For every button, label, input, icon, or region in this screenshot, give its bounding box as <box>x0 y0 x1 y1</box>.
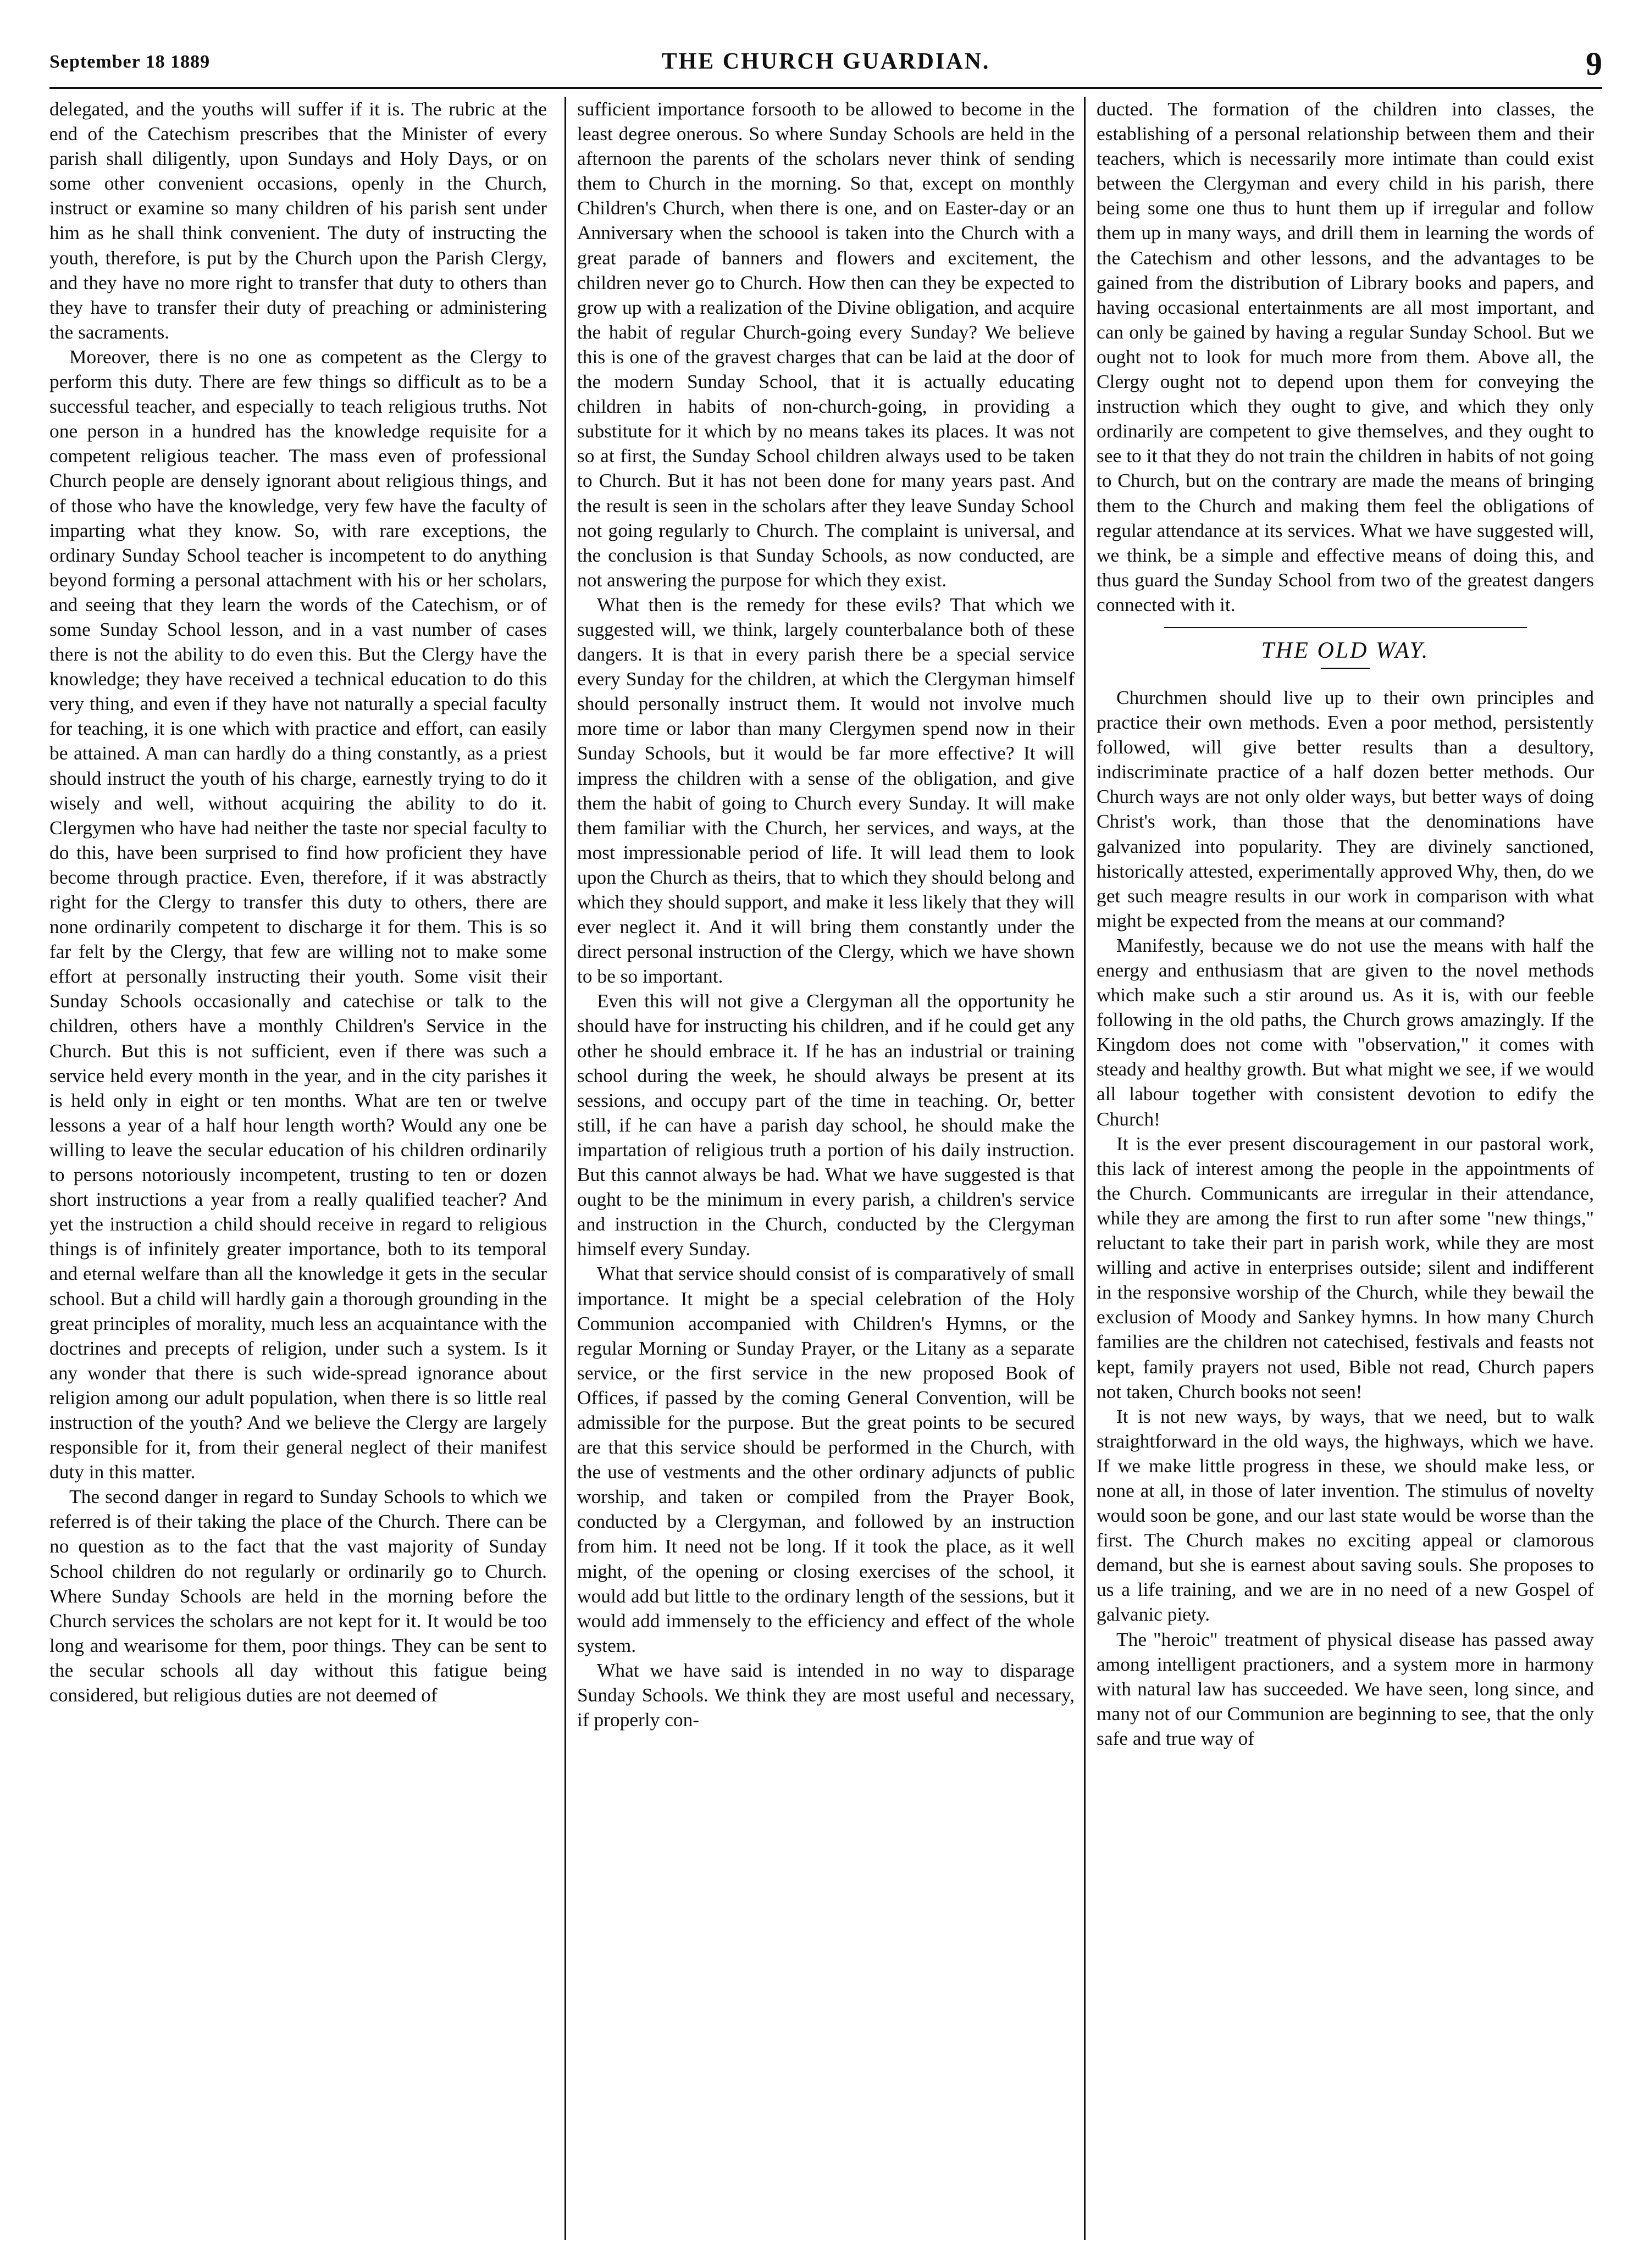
paragraph: What we have said is intended in no way to disparage Sunday Schools. We think they are most useful and necessary, if properly con- <box>577 1659 1075 1731</box>
paragraph: What that service should consist of is comparatively of small importance. It might be a special celebration of the Holy Communion accompanied with Children's Hymns, or the regular Morning or Sunday Prayer, or the Litany as a separate service, or the first service in the new proposed Book of Offices, if passed by the coming General Convention, will be admissible for the purpose. But the great points to be secured are that this service should be performed in the Church, with the use of vestments and the other ordinary adjuncts of public worship, and taken or compiled from the Prayer Book, conducted by a Clergyman, and followed by an instruction from him. It need not be long. If it took the place, as it well might, of the opening or closing exercises of the school, it would add but little to the ordinary length of the sessions, but it would add immensely to the efficiency and effect of the whole system. <box>577 1262 1075 1656</box>
column-divider <box>564 97 566 2240</box>
paragraph: The "heroic" treatment of physical disease has passed away among intelligent practioners, and a system more in harmony with natural law has succeeded. We have seen, long since, and many not of our Communion are beginning to see, that the only safe and true way of <box>1097 1628 1594 1749</box>
paragraph: It is not new ways, by ways, that we need, but to walk straightforward in the old ways, the highways, which we have. If we make little progress in these, we should make less, or none at all, in those of later invention. The stimulus of novelty would soon be gone, and our last state would be worse than the first. The Church makes no exciting appeal or clamorous demand, but she is earnest about saving souls. She proposes to us a life training, and we are in no need of a new Gospel of galvanic piety. <box>1097 1405 1594 1626</box>
paragraph: Moreover, there is no one as competent as the Clergy to perform this duty. There are few things so difficult as to be a successful teacher, and especially to teach religious truths. Not one person in a hundred has the knowledge requisite for a competent religious teacher. The mass even of professional Church people are densely ignorant about religious things, and of those who have the knowledge, very few have the faculty of imparting what they know. So, with rare exceptions, the ordinary Sunday School teacher is incompetent to do anything beyond forming a personal attachment with his or her scholars, and seeing that they learn the words of the Catechism, or of some Sunday School lesson, and in a vast number of cases there is not the ability to do even this. But the Clergy have the knowledge; they have received a technical education to do this very thing, and even if they have not naturally a special faculty for teaching, it is one which with practice and effort, can easily be attained. A man can hardly do a thing constantly, as a priest should instruct the youth of his charge, earnestly trying to do it wisely and well, without acquiring the ability to do it. Clergymen who have had neither the taste nor special faculty to do this, have been surprised to find how proficient they have become through practice. Even, therefore, if it was abstractly right for the Clergy to transfer this duty to others, there are none ordinarily competent to discharge it for them. This is so far felt by the Clergy, that few are willing not to make some effort at personally instructing their youth. Some visit their Sunday Schools occasionally and catechise or talk to the children, others have a monthly Children's Service in the Church. But this is not sufficient, even if there was such a service held every month in the year, and in the city parishes it is held only in eight or ten months. What are ten or twelve lessons a year of a half hour length worth? Would any one be willing to leave the secular education of his children ordinarily to persons notoriously incompetent, trusting to ten or dozen short instructions a year from a really qualified teacher? And yet the instruction a child should receive in regard to religious things is of infinitely greater importance, both to its temporal and eternal welfare than all the knowledge it gets in the secular school. But a child will hardly gain a thorough grounding in the great principles of morality, much less an acquaintance with the doctrines and precepts of religion, under such a system. Is it any wonder that there is such wide-spread ignorance about religion among our adult population, when there is so little real instruction of the youth? And we believe the Clergy are largely responsible for it, from their general neglect of their manifest duty in this matter. <box>49 345 547 1483</box>
page-header <box>49 48 1602 84</box>
column-2 <box>577 97 1075 2240</box>
column-1 <box>49 97 547 2240</box>
masthead-title: THE CHURCH GUARDIAN. <box>661 49 990 74</box>
paragraph: Even this will not give a Clergyman all the opportunity he should have for instructing his children, and if he could get any other he should embrace it. If he has an industrial or training school during the week, he should always be present at its sessions, and occupy part of the time in teaching. Or, better still, if he can have a parish day school, he should make the impartation of religious truth a portion of his daily instruction. But this cannot always be had. What we have suggested is that ought to be the minimum in every parish, a children's service and instruction in the Church, conducted by the Clergyman himself every Sunday. <box>577 990 1075 1260</box>
paragraph: Churchmen should live up to their own principles and practice their own methods. Even a poor method, persistently followed, will give better results than a desultory, indiscriminate practice of a half dozen better methods. Our Church ways are not only older ways, but better ways of doing Christ's work, than those that the denominations have galvanized into popularity. They are divinely sanctioned, historically attested, experimentally approved Why, then, do we get such meagre results in our work in comparison with what might be expected from the means at our command? <box>1097 686 1594 931</box>
paragraph: What then is the remedy for these evils? That which we suggested will, we think, largely counterbalance both of these dangers. It is that in every parish there be a special service every Sunday for the children, at which the Clergyman himself should personally instruct them. It would not involve much more time or labor than many Clergymen spend now in their Sunday Schools, but it would be far more effective? It will impress the children with a sense of the obligation, and give them the habit of going to Church every Sunday. It will make them familiar with the Church, her services, and ways, at the most impressionable period of life. It will lead them to look upon the Church as theirs, that to which they should belong and which they should support, and make it less likely that they will ever neglect it. And it will bring them constantly under the direct personal instruction of the Clergy, which we have shown to be so important. <box>577 593 1075 988</box>
paragraph: The second danger in regard to Sunday Schools to which we referred is of their taking the place of the Church. There can be no question as to the fact that the vast majority of Sunday School children do not regularly or ordinarily go to Church. Where Sunday Schools are held in the morning before the Church services the scholars are not kept for it. It would be too long and wearisome for them, poor things. They can be sent to the secular schools all day without this fatigue being considered, but religious duties are not deemed of <box>49 1485 547 1706</box>
section-title: THE OLD WAY. <box>1261 637 1430 663</box>
header-rule <box>49 87 1602 89</box>
paragraph: It is the ever present discouragement in our pastoral work, this lack of interest among the people in the appointments of the Church. Communicants are irregular in their attendance, while they are among the first to run after some "new things," reluctant to take their part in parish work, while they are most willing and active in enterprises outside; silent and indifferent in the responsive worship of the Church, while they bewail the exclusion of Moody and Sankey hymns. In how many Church families are the children not catechised, festivals and feasts not kept, family prayers not used, Bible not read, Church papers not taken, Church books not seen! <box>1097 1132 1594 1402</box>
page-number: 9 <box>1586 46 1602 82</box>
paragraph: delegated, and the youths will suffer if it is. The rubric at the end of the Catechism prescribes that the Minister of every parish shall diligently, upon Sundays and Holy Days, or on some other convenient occasions, openly in the Church, instruct or examine so many children of his parish sent under him as he shall think convenient. The duty of instructing the youth, therefore, is put by the Church upon the Parish Clergy, and they have no more right to transfer that duty to others than they have to transfer their duty of preaching or administering the sacraments. <box>49 98 547 343</box>
paragraph: Manifestly, because we do not use the means with half the energy and enthusiasm that are given to the novel methods which make such a stir around us. As it is, with our feeble following in the old paths, the Church grows amazingly. If the Kingdom does not come with "observation," it comes with steady and healthy growth. But what might we see, if we would all labour together with consistent devotion to edify the Church! <box>1097 934 1594 1130</box>
section-rule <box>1164 627 1527 628</box>
column-divider <box>1084 97 1086 2240</box>
issue-date: September 18 1889 <box>49 52 211 72</box>
paragraph: sufficient importance forsooth to be allowed to become in the least degree onerous. So where Sunday Schools are held in the afternoon the parents of the scholars never think of sending them to Church in the morning. So that, except on monthly Children's Church, when there is one, and on Easter-day or an Anniversary when the schoool is taken into the Church with a great parade of banners and flowers and excitement, the children never go to Church. How then can they be expected to grow up with a realization of the Divine obligation, and acquire the habit of regular Church-going every Sunday? We believe this is one of the gravest charges that can be laid at the door of the modern Sunday School, that it is actually educating children in habits of non-church-going, in providing a substitute for it which by no means takes its places. It was not so at first, the Sunday School children always used to be taken to Church. But it has not been done for many years past. And the result is seen in the scholars after they leave Sunday School not going regularly to Church. The complaint is universal, and the conclusion is that Sunday Schools, as now conducted, are not answering the purpose for which they exist. <box>577 98 1075 591</box>
section-title-underline <box>1321 668 1370 669</box>
column-3 <box>1097 97 1594 2240</box>
paragraph: ducted. The formation of the children into classes, the establishing of a personal relationship between them and their teachers, which is necessarily more intimate than could exist between the Clergyman and every child in his parish, there being some one thus to hunt them up if irregular and follow them up in many ways, and drill them in learning the words of the Catechism and other lessons, and the advantages to be gained from the distribution of Library books and papers, and having occasional entertainments are all most important, and can only be gained by having a regular Sunday School. But we ought not to look for much more from them. Above all, the Clergy ought not to depend upon them for conveying the instruction which they ought to give, and which they only ordinarily are competent to give themselves, and they ought to see to it that they do not train the children in habits of not going to Church, but on the contrary are made the means of bringing them to the Church and making them feel the obligations of regular attendance at its services. What we have suggested will, we think, be a simple and effective means of doing this, and thus guard the Sunday School from two of the greatest dangers connected with it. <box>1097 98 1594 615</box>
